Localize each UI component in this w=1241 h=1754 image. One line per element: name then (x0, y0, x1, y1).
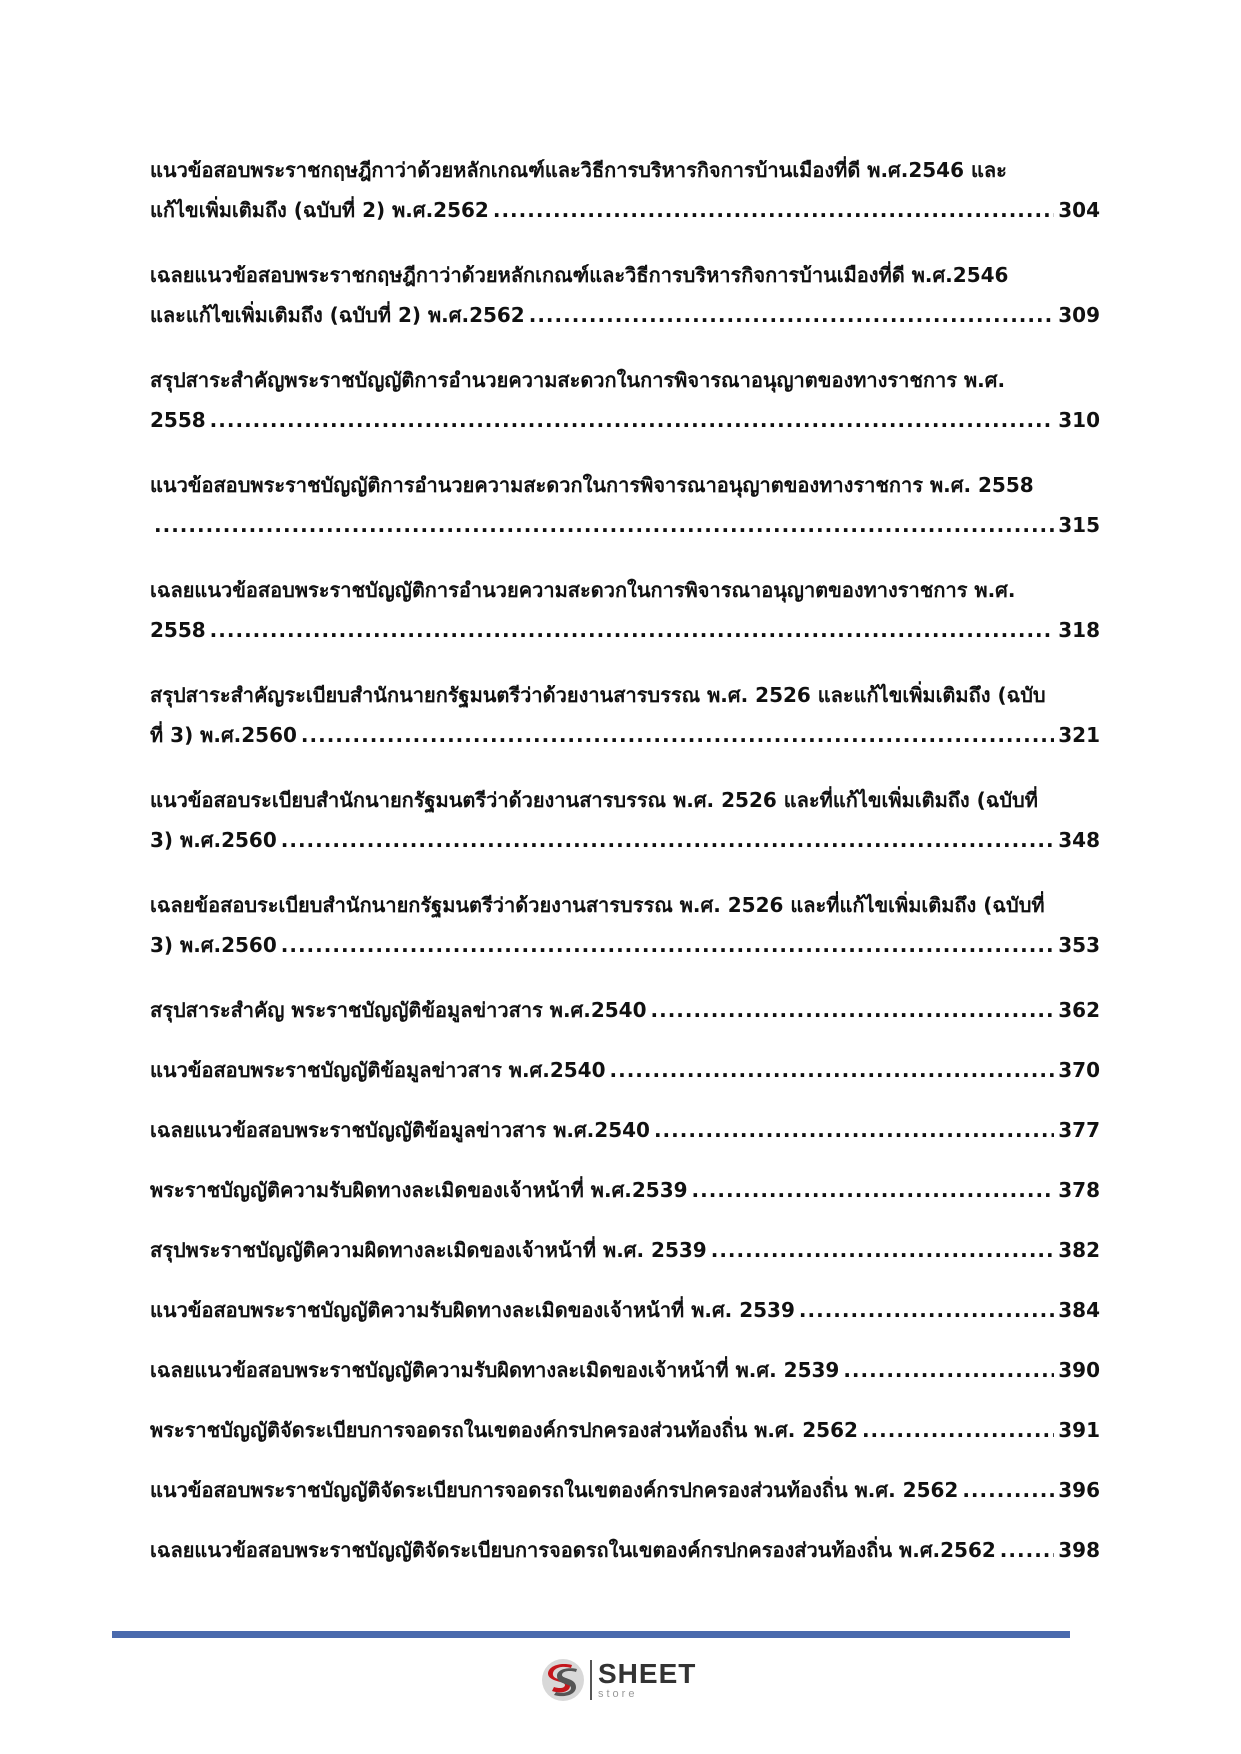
dot-leader (862, 1410, 1054, 1450)
toc-entry-title: สรุปสาระสำคัญ พระราชบัญญัติข้อมูลข่าวสาร พ.ศ.2540 (150, 998, 647, 1022)
toc-entry[interactable] (150, 1110, 1100, 1150)
toc-entry[interactable] (150, 360, 1100, 440)
toc-entry[interactable] (150, 255, 1100, 335)
toc-page-number: 398 (1058, 1538, 1100, 1562)
toc-entry[interactable] (150, 1050, 1100, 1090)
toc-page-number: 304 (1058, 198, 1100, 222)
toc-entry-title-line-1: เฉลยข้อสอบระเบียบสำนักนายกรัฐมนตรีว่าด้วยงานสารบรรณ พ.ศ. 2526 และที่แก้ไขเพิ่มเติมถึง (ฉบับที่ (150, 893, 1045, 917)
dot-leader (529, 295, 1055, 335)
dot-leader (1000, 1530, 1054, 1570)
toc-entry-last-line (150, 610, 1100, 650)
toc-page-number: 318 (1058, 618, 1100, 642)
toc-entry-title-line-1: เฉลยแนวข้อสอบพระราชบัญญัติการอำนวยความสะดวกในการพิจารณาอนุญาตของทางราชการ พ.ศ. (150, 578, 1016, 602)
toc-entry-last-line (150, 505, 1100, 545)
toc-entry-title-line-2: แก้ไขเพิ่มเติมถึง (ฉบับที่ 2) พ.ศ.2562 (150, 198, 489, 222)
toc-page-number: 348 (1058, 828, 1100, 852)
logo-main-text: SHEET (598, 1658, 697, 1689)
toc-page-number: 378 (1058, 1178, 1100, 1202)
toc-entry[interactable] (150, 1290, 1100, 1330)
toc-entry[interactable] (150, 780, 1100, 860)
toc-entry[interactable] (150, 990, 1100, 1030)
logo-sub-text: store (598, 1688, 638, 1700)
toc-entry-title-line-2: 3) พ.ศ.2560 (150, 933, 277, 957)
toc-entry-last-line (150, 715, 1100, 755)
toc-entry[interactable] (150, 885, 1100, 965)
toc-entry-title: เฉลยแนวข้อสอบพระราชบัญญัติจัดระเบียบการจอดรถในเขตองค์กรปกครองส่วนท้องถิ่น พ.ศ.2562 (150, 1538, 996, 1562)
toc-page-number: 390 (1058, 1358, 1100, 1382)
toc-entry[interactable] (150, 1470, 1100, 1510)
toc-entry[interactable] (150, 675, 1100, 755)
toc-entry-title-line-1: สรุปสาระสำคัญพระราชบัญญัติการอำนวยความสะดวกในการพิจารณาอนุญาตของทางราชการ พ.ศ. (150, 368, 1006, 392)
toc-page-number: 384 (1058, 1298, 1100, 1322)
toc-page-number: 370 (1058, 1058, 1100, 1082)
toc-entry-title: พระราชบัญญัติความรับผิดทางละเมิดของเจ้าหน้าที่ พ.ศ.2539 (150, 1178, 688, 1202)
toc-entry-title: แนวข้อสอบพระราชบัญญัติข้อมูลข่าวสาร พ.ศ.2540 (150, 1058, 606, 1082)
toc-page-number: 315 (1058, 513, 1100, 537)
dot-leader (654, 1110, 1054, 1150)
toc-entry-line (150, 1170, 1100, 1210)
dot-leader (843, 1350, 1054, 1390)
toc-page-number: 362 (1058, 998, 1100, 1022)
toc-entry[interactable] (150, 1530, 1100, 1570)
toc-entry-line (150, 990, 1100, 1030)
toc-entry-title: เฉลยแนวข้อสอบพระราชบัญญัติข้อมูลข่าวสาร พ.ศ.2540 (150, 1118, 650, 1142)
dot-leader (281, 925, 1054, 965)
dot-leader (281, 820, 1054, 860)
toc-entry-title-line-1: สรุปสาระสำคัญระเบียบสำนักนายกรัฐมนตรีว่าด้วยงานสารบรรณ พ.ศ. 2526 และแก้ไขเพิ่มเติมถึง (ฉบับ (150, 683, 1046, 707)
toc-page-number: 310 (1058, 408, 1100, 432)
logo-divider (590, 1660, 592, 1700)
dot-leader (962, 1470, 1054, 1510)
table-of-contents (150, 150, 1100, 1590)
toc-entry-title-line-2: ที่ 3) พ.ศ.2560 (150, 723, 297, 747)
toc-entry[interactable] (150, 465, 1100, 545)
toc-entry-title: พระราชบัญญัติจัดระเบียบการจอดรถในเขตองค์กรปกครองส่วนท้องถิ่น พ.ศ. 2562 (150, 1418, 858, 1442)
toc-page-number: 353 (1058, 933, 1100, 957)
toc-entry[interactable] (150, 1170, 1100, 1210)
dot-leader (692, 1170, 1055, 1210)
toc-entry-title-line-2: 2558 (150, 408, 206, 432)
toc-entry-title: แนวข้อสอบพระราชบัญญัติความรับผิดทางละเมิดของเจ้าหน้าที่ พ.ศ. 2539 (150, 1298, 795, 1322)
toc-entry-title: สรุปพระราชบัญญัติความผิดทางละเมิดของเจ้าหน้าที่ พ.ศ. 2539 (150, 1238, 707, 1262)
toc-page-number: 321 (1058, 723, 1100, 747)
footer-divider (112, 1631, 1070, 1638)
toc-entry[interactable] (150, 1410, 1100, 1450)
toc-entry-last-line (150, 190, 1100, 230)
toc-entry-line (150, 1530, 1100, 1570)
toc-page-number: 391 (1058, 1418, 1100, 1442)
toc-entry-line (150, 1110, 1100, 1150)
dot-leader (493, 190, 1054, 230)
toc-entry-last-line (150, 400, 1100, 440)
toc-entry-line (150, 1230, 1100, 1270)
toc-entry-title-line-1: เฉลยแนวข้อสอบพระราชกฤษฎีกาว่าด้วยหลักเกณฑ์และวิธีการบริหารกิจการบ้านเมืองที่ดี พ.ศ.2546 (150, 263, 1009, 287)
toc-entry-title-line-2: 2558 (150, 618, 206, 642)
dot-leader (711, 1230, 1055, 1270)
toc-entry-title: แนวข้อสอบพระราชบัญญัติจัดระเบียบการจอดรถในเขตองค์กรปกครองส่วนท้องถิ่น พ.ศ. 2562 (150, 1478, 959, 1502)
toc-entry-line (150, 1410, 1100, 1450)
toc-page-number: 396 (1058, 1478, 1100, 1502)
toc-entry-line (150, 1050, 1100, 1090)
toc-entry-title-line-1: แนวข้อสอบพระราชบัญญัติการอำนวยความสะดวกในการพิจารณาอนุญาตของทางราชการ พ.ศ. 2558 (150, 473, 1034, 497)
sheet-store-logo (540, 1655, 696, 1705)
toc-entry-last-line (150, 820, 1100, 860)
toc-entry-title-line-2: และแก้ไขเพิ่มเติมถึง (ฉบับที่ 2) พ.ศ.2562 (150, 303, 525, 327)
dot-leader (610, 1050, 1055, 1090)
dot-leader (651, 990, 1055, 1030)
toc-entry-line (150, 1290, 1100, 1330)
logo-wordmark (598, 1660, 696, 1700)
toc-page-number: 377 (1058, 1118, 1100, 1142)
toc-entry[interactable] (150, 570, 1100, 650)
toc-entry-title-line-1: แนวข้อสอบพระราชกฤษฎีกาว่าด้วยหลักเกณฑ์และวิธีการบริหารกิจการบ้านเมืองที่ดี พ.ศ.2546 และ (150, 158, 1007, 182)
toc-entry-title: เฉลยแนวข้อสอบพระราชบัญญัติความรับผิดทางละเมิดของเจ้าหน้าที่ พ.ศ. 2539 (150, 1358, 840, 1382)
toc-entry-title-line-1: แนวข้อสอบระเบียบสำนักนายกรัฐมนตรีว่าด้วยงานสารบรรณ พ.ศ. 2526 และที่แก้ไขเพิ่มเติมถึง (ฉบับที่ (150, 788, 1038, 812)
toc-entry-line (150, 1470, 1100, 1510)
dot-leader (799, 1290, 1054, 1330)
dot-leader (301, 715, 1054, 755)
dot-leader (210, 400, 1055, 440)
toc-entry-title-line-2: 3) พ.ศ.2560 (150, 828, 277, 852)
dot-leader (154, 505, 1054, 545)
toc-page-number: 382 (1058, 1238, 1100, 1262)
toc-entry-line (150, 1350, 1100, 1390)
toc-entry[interactable] (150, 1350, 1100, 1390)
dot-leader (210, 610, 1055, 650)
toc-page-number: 309 (1058, 303, 1100, 327)
toc-entry-last-line (150, 295, 1100, 335)
toc-entry[interactable] (150, 150, 1100, 230)
sheet-store-s-logo-icon (540, 1657, 586, 1703)
toc-entry-last-line (150, 925, 1100, 965)
toc-entry[interactable] (150, 1230, 1100, 1270)
